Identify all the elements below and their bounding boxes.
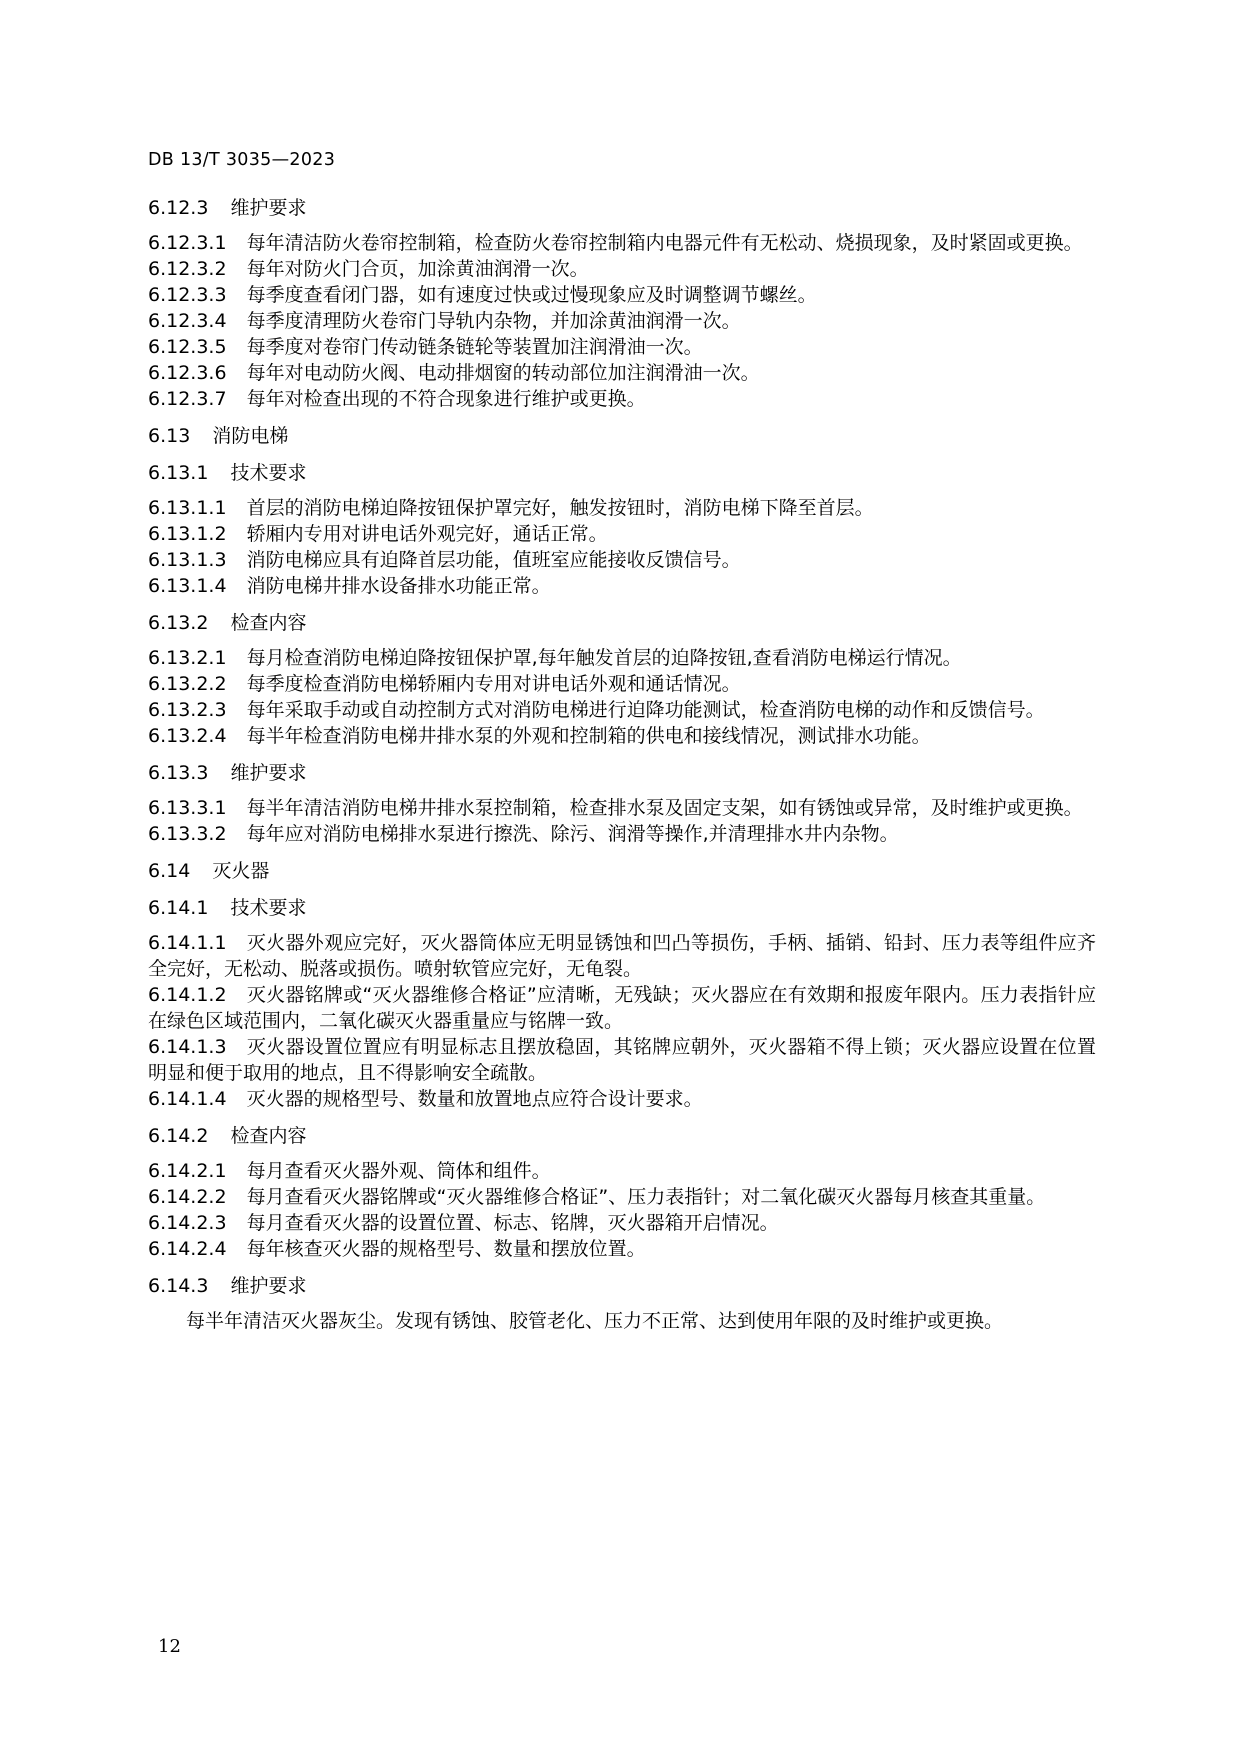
- clause-text: 每年对电动防火阀、电动排烟窗的转动部位加注润滑油一次。: [246, 362, 760, 384]
- clause-number: 6.13.1.4: [148, 575, 227, 597]
- section-number: 6.13.3: [148, 762, 209, 784]
- clause-text: 消防电梯应具有迫降首层功能，值班室应能接收反馈信号。: [246, 549, 741, 571]
- section-heading: [148, 1121, 1096, 1151]
- clause: [148, 1158, 1096, 1184]
- clause-number: 6.12.3.7: [148, 388, 227, 410]
- clause-text: 每月查看灭火器铭牌或“灭火器维修合格证”、压力表指针；对二氧化碳灭火器每月核查其重量。: [246, 1186, 1046, 1208]
- clause-text: 每年采取手动或自动控制方式对消防电梯进行迫降功能测试，检查消防电梯的动作和反馈信号。: [246, 699, 1045, 721]
- section-title: 检查内容: [230, 1125, 307, 1147]
- clause-number: 6.13.1.2: [148, 523, 227, 545]
- clause: [148, 723, 1096, 749]
- clause-text: 每年应对消防电梯排水泵进行擦洗、除污、润滑等操作,并清理排水井内杂物。: [246, 823, 899, 845]
- clause-number: 6.14.2.3: [148, 1212, 227, 1234]
- clause-number: 6.13.1.3: [148, 549, 227, 571]
- clause-text: 每季度检查消防电梯轿厢内专用对讲电话外观和通话情况。: [246, 673, 741, 695]
- section-number: 6.13.1: [148, 462, 209, 484]
- clause-text: 每季度对卷帘门传动链条链轮等装置加注润滑油一次。: [246, 336, 703, 358]
- clause: [148, 334, 1096, 360]
- clause-text: 每年清洁防火卷帘控制箱，检查防火卷帘控制箱内电器元件有无松动、烧损现象，及时紧固或更换。: [246, 232, 1083, 254]
- clause-text: 轿厢内专用对讲电话外观完好，通话正常。: [246, 523, 608, 545]
- clause-number: 6.12.3.1: [148, 232, 227, 254]
- section-title: 消防电梯: [212, 425, 289, 447]
- section-heading: [148, 893, 1096, 923]
- clause-text: 灭火器的规格型号、数量和放置地点应符合设计要求。: [246, 1088, 703, 1110]
- clause: [148, 495, 1096, 521]
- clause: [148, 982, 1096, 1034]
- clause: [148, 1086, 1096, 1112]
- clause: [148, 795, 1096, 821]
- clause-number: 6.14.1.1: [148, 932, 227, 954]
- section-number: 6.12.3: [148, 197, 209, 219]
- clause: [148, 671, 1096, 697]
- clause: [148, 573, 1096, 599]
- clause-number: 6.12.3.2: [148, 258, 227, 280]
- clause-text: 每年核查灭火器的规格型号、数量和摆放位置。: [246, 1238, 646, 1260]
- clause-number: 6.13.2.2: [148, 673, 227, 695]
- clause: [148, 547, 1096, 573]
- section-title: 检查内容: [230, 612, 307, 634]
- clause-text: 每月检查消防电梯迫降按钮保护罩,每年触发首层的迫降按钮,查看消防电梯运行情况。: [246, 647, 962, 669]
- clause-text: 每年对检查出现的不符合现象进行维护或更换。: [246, 388, 646, 410]
- clause-number: 6.14.2.4: [148, 1238, 227, 1260]
- clause: [148, 282, 1096, 308]
- section-heading: [148, 758, 1096, 788]
- clause-number: 6.12.3.3: [148, 284, 227, 306]
- clause: [148, 645, 1096, 671]
- clause-text: 每年对防火门合页，加涂黄油润滑一次。: [246, 258, 589, 280]
- section-heading: [148, 458, 1096, 488]
- clause-number: 6.14.2.2: [148, 1186, 227, 1208]
- section-heading: [148, 608, 1096, 638]
- section-number: 6.14.3: [148, 1275, 209, 1297]
- clause-number: 6.14.2.1: [148, 1160, 227, 1182]
- clause-number: 6.13.2.1: [148, 647, 227, 669]
- clause-number: 6.12.3.6: [148, 362, 227, 384]
- clause: [148, 1236, 1096, 1262]
- clause: [148, 1210, 1096, 1236]
- clause-number: 6.13.3.1: [148, 797, 227, 819]
- standard-code: DB 13/T 3035—2023: [148, 150, 336, 170]
- clause-number: 6.14.1.2: [148, 984, 227, 1006]
- clause: [148, 521, 1096, 547]
- clause: [148, 360, 1096, 386]
- document-body: [148, 190, 1096, 1334]
- clause-text: 每半年检查消防电梯井排水泵的外观和控制箱的供电和接线情况，测试排水功能。: [246, 725, 931, 747]
- clause-text: 消防电梯井排水设备排水功能正常。: [246, 575, 551, 597]
- section-number: 6.14.2: [148, 1125, 209, 1147]
- section-heading: [148, 193, 1096, 223]
- paragraph: 每半年清洁灭火器灰尘。发现有锈蚀、胶管老化、压力不正常、达到使用年限的及时维护或更换。: [186, 1310, 1004, 1332]
- clause: [148, 697, 1096, 723]
- clause-text: 灭火器设置位置应有明显标志且摆放稳固，其铭牌应朝外，灭火器箱不得上锁；灭火器应设置在位置明显和便于取用的地点，且不得影响安全疏散。: [148, 1036, 1096, 1084]
- section-number: 6.14.1: [148, 897, 209, 919]
- clause-text: 每月查看灭火器的设置位置、标志、铭牌，灭火器箱开启情况。: [246, 1212, 779, 1234]
- clause-text: 首层的消防电梯迫降按钮保护罩完好，触发按钮时，消防电梯下降至首层。: [246, 497, 874, 519]
- clause-text: 每季度清理防火卷帘门导轨内杂物，并加涂黄油润滑一次。: [246, 310, 741, 332]
- section-heading: [148, 856, 1096, 886]
- clause: [148, 1184, 1096, 1210]
- clause-number: 6.12.3.5: [148, 336, 227, 358]
- section-title: 维护要求: [230, 1275, 307, 1297]
- clause: [148, 386, 1096, 412]
- clause-text: 灭火器外观应完好，灭火器筒体应无明显锈蚀和凹凸等损伤，手柄、插销、铅封、压力表等组件应齐全完好，无松动、脱落或损伤。喷射软管应完好，无龟裂。: [148, 932, 1096, 980]
- section-title: 技术要求: [230, 462, 307, 484]
- clause: [148, 930, 1096, 982]
- section-number: 6.14: [148, 860, 191, 882]
- section-title: 维护要求: [230, 197, 307, 219]
- clause-text: 每半年清洁消防电梯井排水泵控制箱，检查排水泵及固定支架，如有锈蚀或异常，及时维护或更换。: [246, 797, 1083, 819]
- clause-number: 6.14.1.4: [148, 1088, 227, 1110]
- section-title: 维护要求: [230, 762, 307, 784]
- clause: [148, 230, 1096, 256]
- section-heading: [148, 1271, 1096, 1301]
- clause: [148, 1034, 1096, 1086]
- clause-text: 每季度查看闭门器，如有速度过快或过慢现象应及时调整调节螺丝。: [246, 284, 817, 306]
- section-heading: [148, 421, 1096, 451]
- clause-number: 6.13.3.2: [148, 823, 227, 845]
- section-title: 灭火器: [212, 860, 270, 882]
- section-title: 技术要求: [230, 897, 307, 919]
- section-number: 6.13.2: [148, 612, 209, 634]
- page-number: 12: [158, 1636, 181, 1657]
- clause: [148, 256, 1096, 282]
- clause-text: 每月查看灭火器外观、筒体和组件。: [246, 1160, 551, 1182]
- clause-number: 6.12.3.4: [148, 310, 227, 332]
- clause-number: 6.13.2.3: [148, 699, 227, 721]
- clause-number: 6.14.1.3: [148, 1036, 227, 1058]
- clause-text: 灭火器铭牌或“灭火器维修合格证”应清晰，无残缺；灭火器应在有效期和报废年限内。压力表指针应在绿色区域范围内，二氧化碳灭火器重量应与铭牌一致。: [148, 984, 1096, 1032]
- section-number: 6.13: [148, 425, 191, 447]
- clause: [148, 308, 1096, 334]
- clause: [148, 821, 1096, 847]
- clause-number: 6.13.1.1: [148, 497, 227, 519]
- clause-number: 6.13.2.4: [148, 725, 227, 747]
